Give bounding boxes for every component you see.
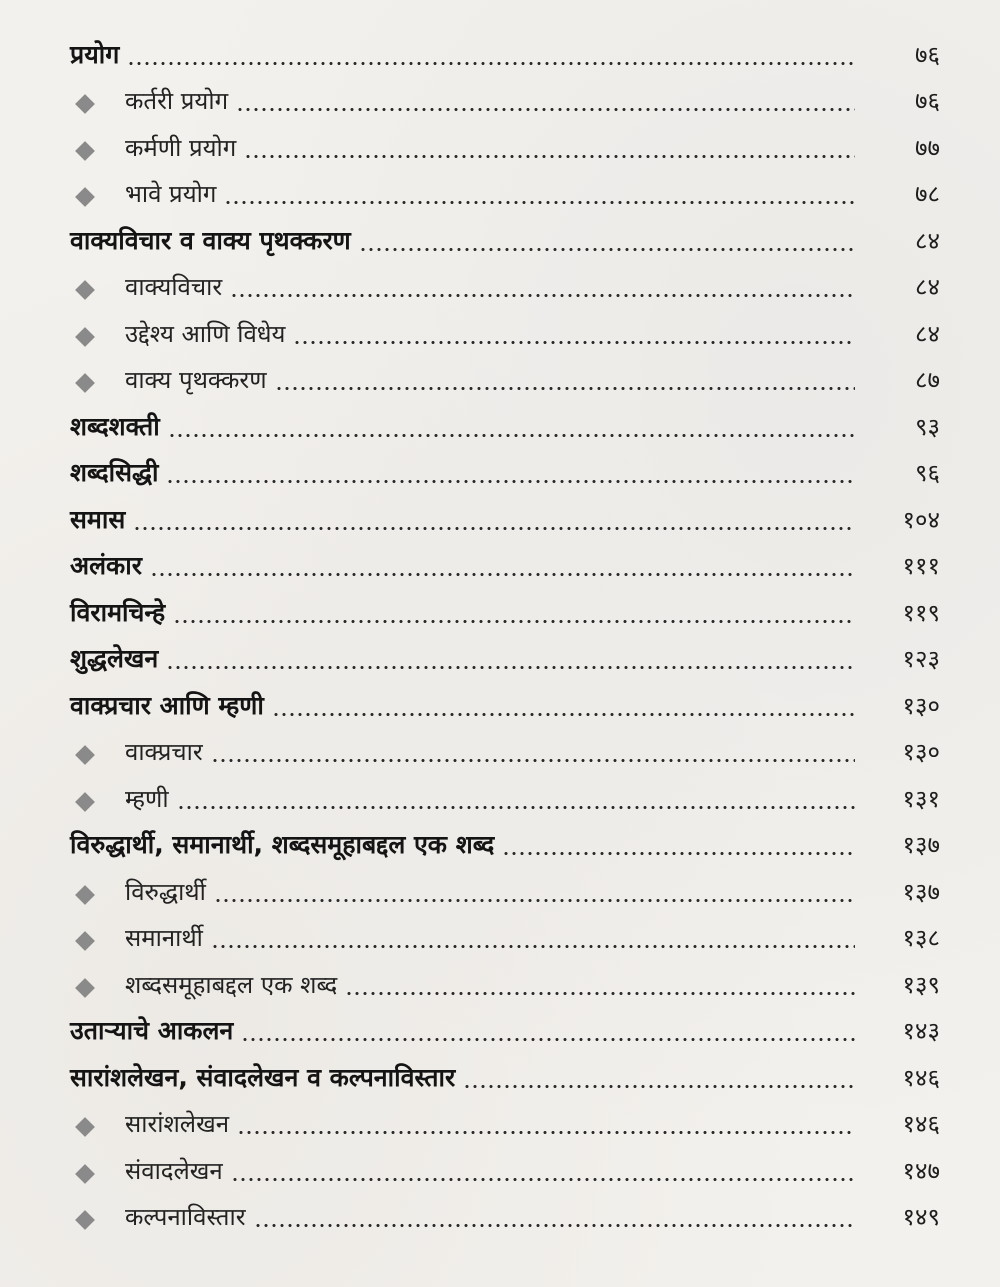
toc-entry-sub [70, 1191, 940, 1238]
toc-entry-page: १४६ [902, 1063, 940, 1092]
toc-entry-title: संवादलेखन [125, 1156, 223, 1185]
toc-entry-main [70, 586, 940, 633]
dot-leader [272, 713, 855, 716]
toc-entry-main [70, 540, 940, 587]
diamond-bullet-icon [75, 978, 95, 998]
toc-entry-title: शुद्धलेखन [70, 644, 159, 673]
bullet [70, 320, 125, 354]
toc-entry-sub [70, 772, 940, 819]
dot-leader [236, 108, 855, 111]
toc-entry-page: ८४ [915, 226, 940, 255]
toc-entry-main [70, 819, 940, 866]
bullet [70, 180, 125, 214]
toc-entry-main [70, 1005, 940, 1052]
bullet [70, 924, 125, 958]
bullet [70, 134, 125, 168]
toc-entry-main [70, 633, 940, 680]
dot-leader [166, 480, 855, 483]
diamond-bullet-icon [75, 327, 95, 347]
toc-entry-sub [70, 75, 940, 122]
toc-entry-title: कल्पनाविस्तार [125, 1203, 246, 1231]
toc-entry-title: वाक्प्रचार आणि म्हणी [70, 690, 264, 720]
bullet [70, 738, 125, 772]
toc-entry-page: १३० [902, 691, 940, 720]
toc-entry-title: उताऱ्याचे आकलन [70, 1016, 234, 1045]
toc-entry-title: विरामचिन्हे [70, 597, 166, 627]
dot-leader [237, 1131, 855, 1134]
dot-leader [241, 1038, 855, 1041]
diamond-bullet-icon [75, 745, 95, 765]
toc-entry-title: शब्दसिद्धी [70, 458, 159, 487]
dot-leader [345, 992, 855, 995]
toc-entry-page: १०४ [902, 505, 940, 534]
dot-leader [133, 527, 855, 530]
diamond-bullet-icon [75, 931, 95, 951]
toc-entry-page: ८४ [915, 319, 940, 348]
toc-entry-page: १४९ [902, 1203, 940, 1231]
toc-entry-title: वाक्प्रचार [125, 738, 203, 766]
toc-entry-sub [70, 726, 940, 773]
toc-entry-page: १३७ [902, 831, 940, 859]
dot-leader [211, 945, 855, 948]
toc-entry-page: ८७ [915, 366, 940, 394]
bullet [70, 878, 125, 912]
toc-entry-page: ९३ [915, 412, 940, 441]
toc-entry-title: समानार्थी [125, 924, 203, 952]
toc-entry-sub [70, 168, 940, 215]
toc-entry-title: प्रयोग [70, 39, 120, 69]
toc-entry-title: वाक्य पृथक्करण [125, 366, 267, 394]
toc-entry-page: १२३ [902, 645, 940, 673]
toc-entry-title: उद्देश्य आणि विधेय [125, 319, 286, 348]
diamond-bullet-icon [75, 280, 95, 300]
toc-entry-sub [70, 1098, 940, 1145]
toc-entry-sub [70, 261, 940, 308]
dot-leader [214, 899, 855, 902]
dot-leader [150, 573, 855, 576]
toc-entry-page: ७६ [915, 87, 940, 115]
diamond-bullet-icon [75, 141, 95, 161]
toc-entry-sub [70, 121, 940, 168]
diamond-bullet-icon [75, 373, 95, 393]
toc-entry-title: शब्दशक्ती [70, 411, 160, 441]
toc-entry-title: म्हणी [125, 784, 169, 813]
toc-entry-main [70, 493, 940, 540]
toc-entry-title: शब्दसमूहाबद्दल एक शब्द [125, 970, 338, 999]
toc-entry-main [70, 214, 940, 261]
toc-entry-page: १३७ [902, 877, 940, 906]
toc-entry-page: १३९ [902, 970, 940, 999]
toc-entry-page: ११९ [902, 598, 940, 627]
dot-leader [166, 666, 855, 669]
bullet [70, 1157, 125, 1191]
toc-entry-title: समास [70, 504, 126, 534]
diamond-bullet-icon [75, 187, 95, 207]
toc-entry-title: विरुद्धार्थी, समानार्थी, शब्दसमूहाबद्दल एक शब्द [70, 830, 495, 859]
toc-entry-page: १३० [902, 738, 940, 766]
toc-entry-page: १३८ [902, 924, 940, 952]
dot-leader [463, 1085, 855, 1088]
bullet [70, 971, 125, 1005]
toc-entry-main [70, 679, 940, 726]
toc-entry-page: १४३ [902, 1017, 940, 1045]
diamond-bullet-icon [75, 792, 95, 812]
toc-entry-title: विरुद्धार्थी [125, 877, 206, 906]
toc-entry-main [70, 447, 940, 494]
diamond-bullet-icon [75, 1210, 95, 1230]
dot-leader [168, 434, 855, 437]
diamond-bullet-icon [75, 885, 95, 905]
toc-entry-title: वाक्यविचार व वाक्य पृथक्करण [70, 225, 351, 255]
toc-entry-sub [70, 958, 940, 1005]
toc-entry-title: भावे प्रयोग [125, 180, 217, 208]
diamond-bullet-icon [75, 94, 95, 114]
diamond-bullet-icon [75, 1164, 95, 1184]
dot-leader [230, 294, 855, 297]
table-of-contents [70, 28, 940, 1237]
toc-entry-title: वाक्यविचार [125, 273, 223, 301]
diamond-bullet-icon [75, 1117, 95, 1137]
bullet [70, 87, 125, 121]
toc-entry-sub [70, 1144, 940, 1191]
dot-leader [127, 62, 855, 65]
dot-leader [173, 620, 855, 623]
dot-leader [224, 201, 855, 204]
dot-leader [275, 387, 855, 390]
toc-entry-page: ७८ [915, 180, 940, 208]
toc-entry-sub [70, 912, 940, 959]
dot-leader [502, 852, 855, 855]
toc-entry-title: अलंकार [70, 551, 142, 580]
toc-entry-page: १४७ [902, 1156, 940, 1185]
toc-entry-sub [70, 354, 940, 401]
dot-leader [254, 1224, 855, 1227]
toc-entry-page: ८४ [915, 273, 940, 301]
dot-leader [231, 1178, 855, 1181]
dot-leader [359, 248, 855, 251]
toc-entry-main [70, 28, 940, 75]
toc-entry-title: सारांशलेखन, संवादलेखन व कल्पनाविस्तार [70, 1062, 456, 1092]
toc-entry-page: १११ [902, 552, 940, 580]
toc-entry-main [70, 400, 940, 447]
bullet [70, 1203, 125, 1237]
dot-leader [211, 759, 855, 762]
dot-leader [244, 155, 855, 158]
toc-entry-title: सारांशलेखन [125, 1110, 230, 1138]
toc-entry-page: १३१ [902, 784, 940, 813]
dot-leader [293, 341, 855, 344]
bullet [70, 785, 125, 819]
toc-entry-main [70, 1051, 940, 1098]
bullet [70, 366, 125, 400]
toc-entry-title: कर्तरी प्रयोग [125, 87, 229, 115]
toc-entry-sub [70, 865, 940, 912]
toc-entry-sub [70, 307, 940, 354]
toc-entry-page: ९६ [915, 459, 940, 487]
dot-leader [177, 806, 855, 809]
bullet [70, 1110, 125, 1144]
bullet [70, 273, 125, 307]
toc-entry-title: कर्मणी प्रयोग [125, 133, 237, 162]
toc-entry-page: ७७ [915, 133, 940, 162]
toc-entry-page: ७६ [915, 40, 940, 69]
toc-entry-page: १४६ [902, 1110, 940, 1138]
